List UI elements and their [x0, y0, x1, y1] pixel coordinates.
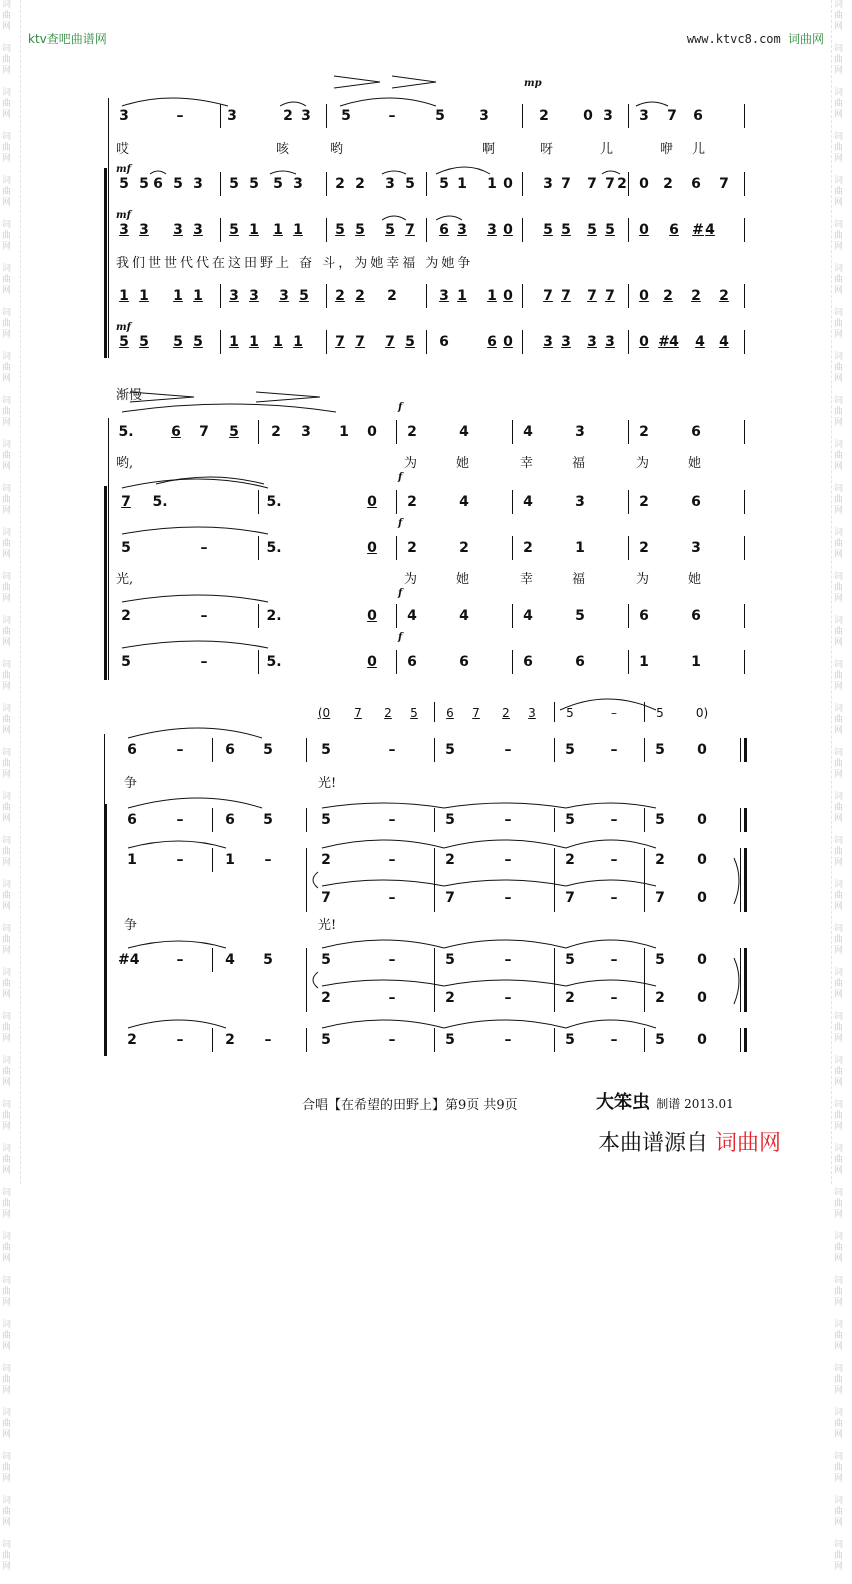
arranger-name: 大笨虫 [596, 1092, 650, 1113]
staff-row: 5 – 5. 0 6 6 6 6 1 1 [121, 654, 701, 670]
left-watermark-column: 词 曲 网 词 曲 网 词 曲 网 词 曲 网 词 曲 网 词 曲 网 词 曲 网 词 曲 网 词 曲 网 词 曲 网 词 曲 网 词 曲 网 词 曲 网 词 曲 网 词 曲 网 词 曲 网 词 曲 网 词 曲 网 词 曲 网 词 曲 网 词 曲 网 词 曲 网 词 曲 网 词 曲 网 词 曲 网 词 曲 网 词 曲 网 词 曲 网 词 曲 网 词 曲 网 词 曲 网 词 曲 网 词 曲 网 词 曲 网 词 曲 网 词 曲 网 [2, 0, 12, 1572]
lyric-syllable: 争 [124, 918, 138, 933]
staff-row: 6 – 6 5 5 – 5 – 5 – 5 0 [127, 742, 707, 758]
lyric-syllable: 她 [456, 456, 470, 471]
staff-row: 7 – 7 – 7 – 7 0 [321, 890, 707, 906]
staff-row: 6 – 6 5 5 – 5 – 5 – 5 0 [127, 812, 707, 828]
lyric-syllable: 福 [572, 572, 586, 587]
dynamic-f: f [398, 588, 403, 599]
site-logo-text[interactable]: ktv查吧曲谱网 [28, 32, 107, 46]
site-url[interactable]: www.ktvc8.com 词曲网 [686, 32, 824, 46]
source-brand[interactable]: 词曲网 [715, 1131, 782, 1156]
lyric-syllable: 为 [636, 456, 650, 471]
lyric-syllable: 光! [318, 918, 337, 933]
source-prefix: 本曲谱源自 [598, 1131, 709, 1156]
lyric-line: 我们世世代代在这田野上 奋 斗，为她幸福 为她争 [116, 256, 474, 271]
staff-row: 5. 6 7 5 2 3 1 0 2 4 4 3 2 6 [118, 424, 701, 440]
lyric-syllable: 哟, [116, 456, 134, 471]
staff-row: 5 – 5. 0 2 2 2 1 2 3 [121, 540, 701, 556]
dynamic-mf: mf [116, 210, 131, 221]
lyric-syllable: 她 [688, 572, 702, 587]
staff-row: 2 – 2. 0 4 4 4 5 6 6 [121, 608, 701, 624]
dynamic-f: f [398, 402, 403, 413]
dynamic-mp: mp [524, 78, 542, 89]
staff-row: 1 1 1 1 3 3 3 5 2 2 2 3 1 1 0 7 7 7 7 0 2 2 2 [119, 288, 729, 304]
staff-row: 2 – 2 – 5 – 5 – 5 – 5 0 [127, 1032, 707, 1048]
staff-row: 1 – 1 – 2 – 2 – 2 – 2 0 [127, 852, 707, 868]
dynamic-f: f [398, 632, 403, 643]
lyric-syllable: 啊 [482, 142, 496, 157]
staff-row: 2 – 2 – 2 – 2 0 [321, 990, 707, 1006]
dynamic-mf: mf [116, 322, 131, 333]
lyric-syllable: 哟 [330, 142, 344, 157]
lyric-syllable: 她 [456, 572, 470, 587]
page-footer-title: 合唱【在希望的田野上】第9页 共9页 [302, 1098, 518, 1113]
lyric-syllable: 为 [404, 456, 418, 471]
lyric-syllable: 幸 [520, 456, 534, 471]
lyric-syllable: 儿 [600, 142, 614, 157]
lyric-syllable: 光! [318, 776, 337, 791]
staff-row: 3 3 3 3 5 1 1 1 5 5 5 7 6 3 3 0 5 5 5 5 0 6 # 4 [119, 222, 715, 238]
lyric-syllable: 咿 [660, 142, 674, 157]
lyric-syllable: 为 [404, 572, 418, 587]
source-note [598, 1126, 781, 1157]
arranger-date: 制谱 2013.01 [656, 1097, 734, 1111]
lyric-syllable: 为 [636, 572, 650, 587]
site-brand: 词曲网 [787, 32, 824, 46]
dynamic-f: f [398, 472, 403, 483]
lyric-syllable: 福 [572, 456, 586, 471]
instrumental-interlude: (0 7 2 5 6 7 2 3 5 – 5 0) [317, 706, 709, 720]
staff-row: 5 5 6 5 3 5 5 5 3 2 2 3 5 5 1 1 0 3 7 7 7 2 0 2 6 7 [119, 176, 729, 192]
dynamic-f: f [398, 518, 403, 529]
arranger-credit [596, 1088, 734, 1114]
lyric-syllable: 光, [116, 572, 134, 587]
staff-row: 3 – 3 2 3 5 – 5 3 2 0 3 3 7 6 [119, 108, 703, 124]
staff-row: #4 – 4 5 5 – 5 – 5 – 5 0 [118, 952, 707, 968]
lyric-syllable: 她 [688, 456, 702, 471]
lyric-syllable: 幸 [520, 572, 534, 587]
lyric-syllable: 哎 [116, 142, 130, 157]
lyric-syllable: 咳 [276, 142, 290, 157]
right-watermark-column: 词 曲 网 词 曲 网 词 曲 网 词 曲 网 词 曲 网 词 曲 网 词 曲 网 词 曲 网 词 曲 网 词 曲 网 词 曲 网 词 曲 网 词 曲 网 词 曲 网 词 曲 网 词 曲 网 词 曲 网 词 曲 网 词 曲 网 词 曲 网 词 曲 网 词 曲 网 词 曲 网 词 曲 网 词 曲 网 词 曲 网 词 曲 网 词 曲 网 词 曲 网 词 曲 网 词 曲 网 词 曲 网 词 曲 网 词 曲 网 词 曲 网 词 曲 网 [834, 0, 844, 1572]
lyric-syllable: 争 [124, 776, 138, 791]
lyric-syllable: 儿 [692, 142, 706, 157]
lyric-syllable: 呀 [540, 142, 554, 157]
dynamic-mf: mf [116, 164, 131, 175]
staff-row: 5 5 5 5 1 1 1 1 7 7 7 5 6 6 0 3 3 3 3 0 # 4 4 4 [119, 334, 729, 350]
staff-row: 7 5. 5. 0 2 4 4 3 2 6 [121, 494, 701, 510]
tempo-marking: 渐慢 [116, 388, 143, 403]
